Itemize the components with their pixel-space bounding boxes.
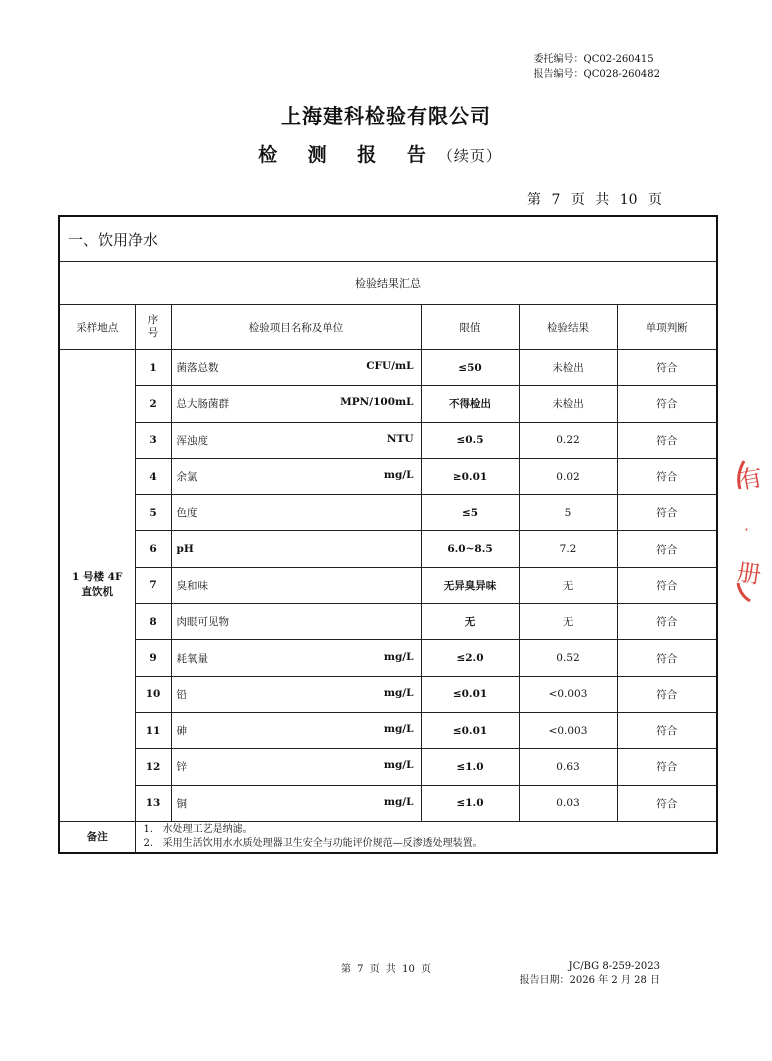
table-row <box>59 640 717 676</box>
col-location: 采样地点 <box>59 305 135 350</box>
row-verdict: 符合 <box>617 749 717 785</box>
section-title: 一、饮用净水 <box>59 216 717 262</box>
row-item <box>171 640 421 676</box>
row-verdict: 符合 <box>617 350 717 386</box>
row-number: 3 <box>135 422 171 458</box>
row-result: 7.2 <box>519 531 617 567</box>
footer-info <box>520 960 660 988</box>
row-item-name: 肉眼可见物 <box>176 616 229 629</box>
report-header-ids <box>534 52 661 82</box>
row-limit: ≤1.0 <box>421 785 519 821</box>
row-result: <0.003 <box>519 676 617 712</box>
row-verdict: 符合 <box>617 531 717 567</box>
row-number: 11 <box>135 712 171 748</box>
row-result: 5 <box>519 495 617 531</box>
row-result: 0.52 <box>519 640 617 676</box>
row-item <box>171 386 421 422</box>
row-result: 未检出 <box>519 386 617 422</box>
row-number: 4 <box>135 458 171 494</box>
col-limit: 限值 <box>421 305 519 350</box>
row-unit: MPN/100mL <box>340 396 414 409</box>
row-limit: ≤5 <box>421 495 519 531</box>
sampling-location <box>59 350 135 822</box>
row-number: 9 <box>135 640 171 676</box>
location-line1: 1 号楼 4F <box>72 571 123 584</box>
report-title-suffix: （续页） <box>437 147 502 165</box>
table-row <box>59 495 717 531</box>
table-row <box>59 712 717 748</box>
remark-line-1: 1. 水处理工艺是纳滤。 <box>143 823 253 835</box>
row-limit: ≤0.01 <box>421 712 519 748</box>
row-item-name: 总大肠菌群 <box>176 398 229 411</box>
row-limit: ≤50 <box>421 350 519 386</box>
row-item-name: pH <box>176 543 194 556</box>
row-unit: mg/L <box>383 469 414 482</box>
table-row <box>59 531 717 567</box>
col-seq <box>135 305 171 350</box>
row-item <box>171 495 421 531</box>
page-indicator: 第 7 页 共 10 页 <box>527 192 662 208</box>
row-result: 未检出 <box>519 350 617 386</box>
row-result: <0.003 <box>519 712 617 748</box>
row-unit: mg/L <box>383 795 414 808</box>
row-item <box>171 676 421 712</box>
commission-number: 委托编号：QC02-260415 <box>533 54 654 65</box>
row-number: 5 <box>135 495 171 531</box>
row-unit: mg/L <box>383 650 414 663</box>
footer-page: 第 7 页 共 10 页 <box>341 964 431 975</box>
seal-stamp-fragment <box>728 455 768 605</box>
row-item <box>171 712 421 748</box>
row-item <box>171 422 421 458</box>
row-unit: mg/L <box>383 723 414 736</box>
row-item-name: 余氯 <box>176 471 198 484</box>
row-unit: mg/L <box>383 686 414 699</box>
row-limit: ≤1.0 <box>421 749 519 785</box>
row-item-name: 色度 <box>176 507 198 520</box>
report-title-main: 检 测 报 告 <box>258 144 438 166</box>
row-verdict: 符合 <box>617 386 717 422</box>
table-row <box>59 567 717 603</box>
row-limit: 无 <box>421 604 519 640</box>
company-name: 上海建科检验有限公司 <box>281 104 491 128</box>
row-number: 6 <box>135 531 171 567</box>
remarks-content <box>135 821 717 853</box>
col-result: 检验结果 <box>519 305 617 350</box>
table-row <box>59 422 717 458</box>
row-verdict: 符合 <box>617 604 717 640</box>
row-result: 无 <box>519 604 617 640</box>
row-verdict: 符合 <box>617 458 717 494</box>
row-limit: ≤0.01 <box>421 676 519 712</box>
svg-text:册: 册 <box>735 558 763 590</box>
row-number: 8 <box>135 604 171 640</box>
row-item-name: 臭和味 <box>176 579 208 592</box>
location-line2: 直饮机 <box>81 586 113 599</box>
row-number: 2 <box>135 386 171 422</box>
row-item <box>171 749 421 785</box>
results-table <box>58 215 718 854</box>
row-item <box>171 785 421 821</box>
col-seq-line1: 序 <box>147 314 159 326</box>
svg-text:·: · <box>744 520 750 539</box>
row-item <box>171 567 421 603</box>
row-verdict: 符合 <box>617 785 717 821</box>
row-verdict: 符合 <box>617 640 717 676</box>
row-result: 0.02 <box>519 458 617 494</box>
remark-line-2: 2. 采用生活饮用水水质处理器卫生安全与功能评价规范—反渗透处理装置。 <box>143 837 483 849</box>
row-result: 无 <box>519 567 617 603</box>
row-result: 0.22 <box>519 422 617 458</box>
table-row <box>59 604 717 640</box>
remarks-row <box>59 821 717 853</box>
row-limit: ≤0.5 <box>421 422 519 458</box>
row-item <box>171 531 421 567</box>
col-item: 检验项目名称及单位 <box>171 305 421 350</box>
row-unit: CFU/mL <box>366 360 414 373</box>
table-header-row <box>59 305 717 350</box>
row-verdict: 符合 <box>617 567 717 603</box>
row-verdict: 符合 <box>617 422 717 458</box>
row-item-name: 浑浊度 <box>176 434 208 447</box>
row-result: 0.03 <box>519 785 617 821</box>
col-verdict: 单项判断 <box>617 305 717 350</box>
table-row <box>59 386 717 422</box>
table-row <box>59 676 717 712</box>
row-number: 7 <box>135 567 171 603</box>
row-limit: 无异臭异味 <box>421 567 519 603</box>
row-number: 13 <box>135 785 171 821</box>
remarks-label: 备注 <box>59 821 135 853</box>
document-code: JC/BG 8-259-2023 <box>568 961 660 972</box>
row-limit: 不得检出 <box>421 386 519 422</box>
row-item-name: 铅 <box>176 688 187 701</box>
summary-title: 检验结果汇总 <box>59 262 717 305</box>
row-item-name: 耗氧量 <box>176 652 208 665</box>
row-unit: NTU <box>386 432 414 445</box>
svg-text:有: 有 <box>736 463 765 495</box>
row-verdict: 符合 <box>617 495 717 531</box>
row-number: 10 <box>135 676 171 712</box>
table-row <box>59 749 717 785</box>
row-verdict: 符合 <box>617 712 717 748</box>
row-item-name: 菌落总数 <box>176 362 219 375</box>
table-row <box>59 785 717 821</box>
row-unit: mg/L <box>383 759 414 772</box>
report-title <box>0 140 760 167</box>
report-date: 报告日期：2026 年 2 月 28 日 <box>519 975 660 986</box>
row-item-name: 铜 <box>176 797 187 810</box>
col-seq-line2: 号 <box>147 327 159 339</box>
row-limit: 6.0~8.5 <box>421 531 519 567</box>
row-verdict: 符合 <box>617 676 717 712</box>
table-row <box>59 350 717 386</box>
table-row <box>59 458 717 494</box>
row-item-name: 锌 <box>176 761 187 774</box>
row-number: 12 <box>135 749 171 785</box>
row-item-name: 砷 <box>176 725 187 738</box>
row-item <box>171 604 421 640</box>
row-limit: ≥0.01 <box>421 458 519 494</box>
row-result: 0.63 <box>519 749 617 785</box>
row-item <box>171 458 421 494</box>
report-number: 报告编号：QC028-260482 <box>533 69 660 80</box>
row-limit: ≤2.0 <box>421 640 519 676</box>
row-number: 1 <box>135 350 171 386</box>
row-item <box>171 350 421 386</box>
